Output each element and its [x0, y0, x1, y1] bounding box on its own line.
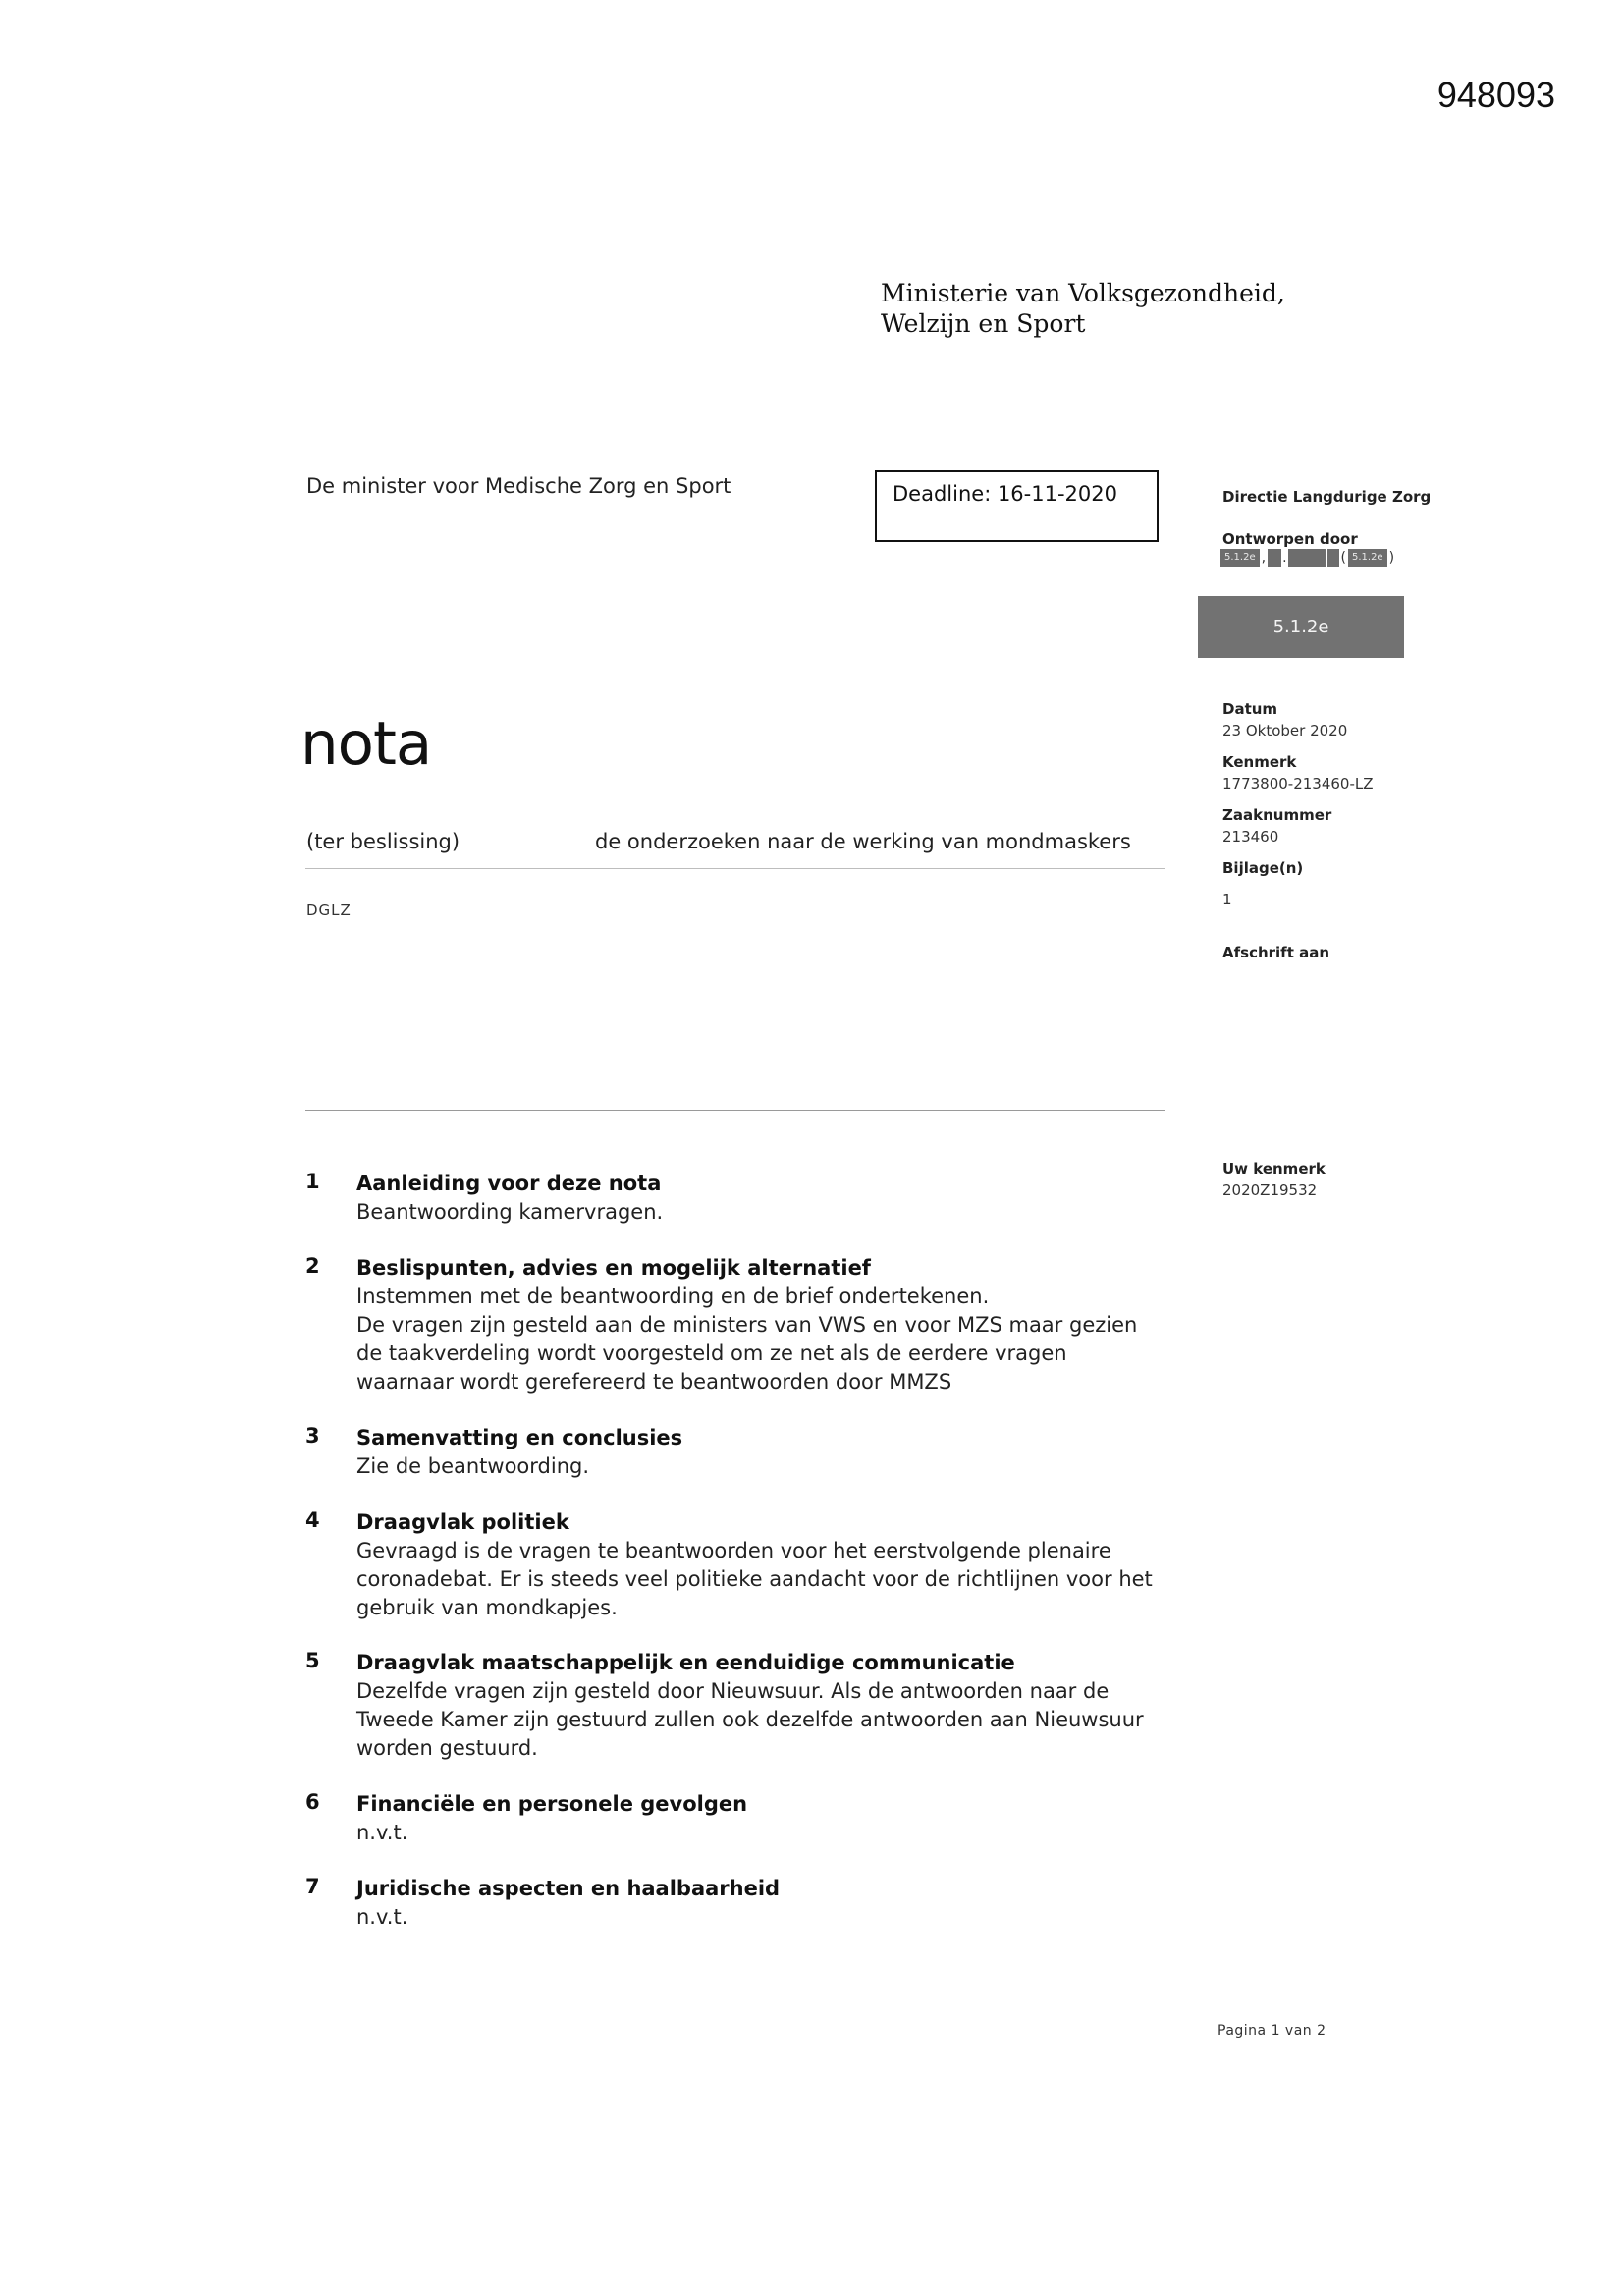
page-number: Pagina 1 van 2 — [1218, 2023, 1326, 2039]
section-number: 6 — [305, 1790, 320, 1814]
section-number: 2 — [305, 1254, 320, 1278]
document-id: 948093 — [1436, 75, 1555, 115]
uw-kenmerk-value: 2020Z19532 — [1222, 1181, 1318, 1199]
section-line: Tweede Kamer zijn gestuurd zullen ook dezelfde antwoorden aan Nieuwsuur — [356, 1708, 1144, 1731]
redaction-block — [1198, 596, 1404, 658]
section-heading: Juridische aspecten en haalbaarheid — [356, 1877, 781, 1900]
section-heading: Financiële en personele gevolgen — [356, 1792, 748, 1816]
kenmerk-value: 1773800-213460-LZ — [1222, 775, 1374, 793]
section-heading: Samenvatting en conclusies — [356, 1426, 683, 1449]
deadline-box — [875, 470, 1159, 542]
addressee: De minister voor Medische Zorg en Sport — [306, 474, 731, 498]
redaction-mark: 5.1.2e — [1348, 549, 1387, 567]
datum-value: 23 Oktober 2020 — [1222, 722, 1348, 739]
section-heading: Beslispunten, advies en mogelijk alternatief — [356, 1256, 871, 1280]
ministry-logo-text — [881, 278, 1285, 339]
section-line: Dezelfde vragen zijn gesteld door Nieuwsuur. Als de antwoorden naar de — [356, 1679, 1110, 1703]
bijlage-label: Bijlage(n) — [1222, 859, 1304, 877]
section-number: 5 — [305, 1649, 320, 1672]
section-line: waarnaar wordt gerefereerd te beantwoorden door MMZS — [356, 1370, 952, 1394]
ontworpen-door-label: Ontworpen door — [1222, 530, 1358, 548]
deadline-text: Deadline: 16-11-2020 — [893, 482, 1117, 506]
section-number: 4 — [305, 1508, 320, 1532]
section-heading: Aanleiding voor deze nota — [356, 1172, 662, 1195]
section-line: n.v.t. — [356, 1821, 408, 1844]
section-line: De vragen zijn gesteld aan de ministers van VWS en voor MZS maar gezien — [356, 1313, 1138, 1337]
ministry-line-2: Welzijn en Sport — [881, 309, 1086, 338]
section-number: 3 — [305, 1424, 320, 1448]
redacted-authors: 5.1.2e , . ( 5.1.2e ) — [1220, 548, 1394, 568]
section-line: gebruik van mondkapjes. — [356, 1596, 618, 1619]
section-number: 7 — [305, 1875, 320, 1898]
redaction-mark — [1288, 549, 1326, 567]
afschrift-label: Afschrift aan — [1222, 944, 1330, 961]
redaction-mark: 5.1.2e — [1220, 549, 1260, 567]
section-line: worden gestuurd. — [356, 1736, 538, 1760]
section-line: Gevraagd is de vragen te beantwoorden voor het eerstvolgende plenaire — [356, 1539, 1111, 1562]
section-heading: Draagvlak maatschappelijk en eenduidige communicatie — [356, 1651, 1015, 1674]
zaaknummer-value: 213460 — [1222, 828, 1279, 846]
redaction-block-code: 5.1.2e — [1272, 617, 1329, 637]
redaction-mark — [1327, 549, 1339, 567]
zaaknummer-label: Zaaknummer — [1222, 806, 1332, 824]
datum-label: Datum — [1222, 700, 1278, 718]
redaction-mark — [1268, 549, 1281, 567]
department-code: DGLZ — [306, 902, 352, 919]
section-line: coronadebat. Er is steeds veel politieke aandacht voor de richtlijnen voor het — [356, 1567, 1153, 1591]
bijlage-value: 1 — [1222, 891, 1232, 908]
section-number: 1 — [305, 1170, 320, 1193]
uw-kenmerk-label: Uw kenmerk — [1222, 1160, 1326, 1177]
section-heading: Draagvlak politiek — [356, 1510, 569, 1534]
divider-top — [305, 868, 1165, 869]
section-line: de taakverdeling wordt voorgesteld om ze net als de eerdere vragen — [356, 1341, 1067, 1365]
kenmerk-label: Kenmerk — [1222, 753, 1297, 771]
section-line: Instemmen met de beantwoording en de brief ondertekenen. — [356, 1285, 990, 1308]
section-line: n.v.t. — [356, 1905, 408, 1929]
document-subject: de onderzoeken naar de werking van mondmaskers — [595, 830, 1131, 853]
ministry-line-1: Ministerie van Volksgezondheid, — [881, 279, 1285, 307]
divider-bottom — [305, 1110, 1165, 1111]
directie-label: Directie Langdurige Zorg — [1222, 488, 1432, 506]
section-line: Zie de beantwoording. — [356, 1454, 590, 1478]
section-line: Beantwoording kamervragen. — [356, 1200, 664, 1224]
document-title: nota — [300, 709, 432, 779]
document-type: (ter beslissing) — [306, 830, 460, 853]
